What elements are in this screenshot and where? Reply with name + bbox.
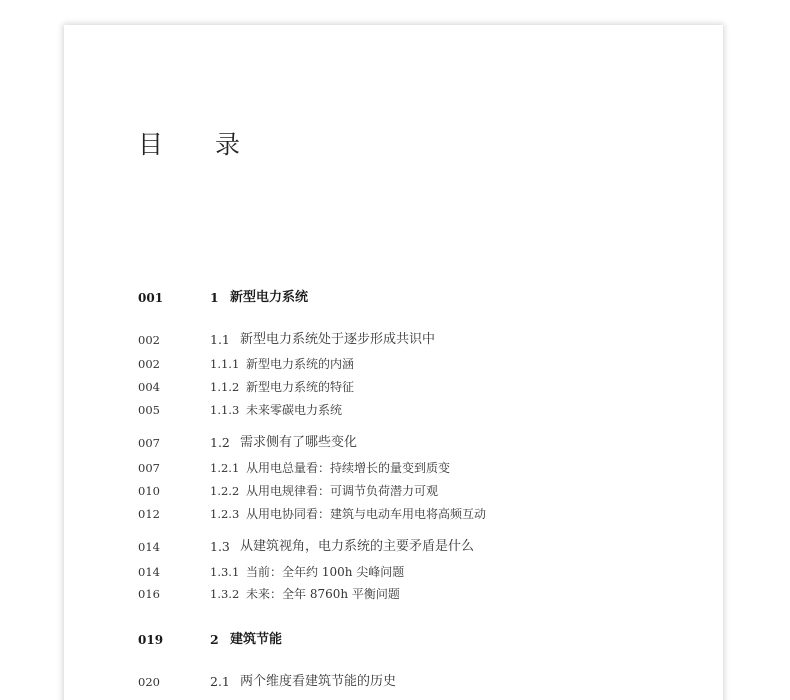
toc-entry-subsection-1-2-2[interactable] [138,481,438,501]
toc-entry-text: 新型电力系统处于逐步形成共识中 [240,332,436,347]
toc-page-number: 019 [138,633,164,647]
toc-entry-text: 当前：全年约 100h 尖峰问题 [246,565,405,579]
toc-page-number: 007 [138,461,160,475]
toc-entry-subsection-1-1-1[interactable] [138,354,354,374]
toc-entry-number: 1.1.3 [210,403,240,417]
toc-entry-subsection-1-3-2[interactable] [138,584,400,604]
toc-entry-text: 未来：全年 8760h 平衡问题 [246,587,400,601]
toc-entry-number: 2.1 [210,674,230,689]
toc-entry-number: 1.3.2 [210,587,240,601]
toc-page-number: 014 [138,540,160,554]
toc-entry-chapter-2[interactable] [138,630,282,650]
toc-entry-section-1-3[interactable] [138,537,474,557]
toc-entry-text: 新型电力系统的内涵 [246,357,355,371]
toc-entry-number: 1.3 [210,539,230,554]
toc-entry-subsection-1-3-1[interactable] [138,562,404,582]
toc-entry-section-1-1[interactable] [138,330,435,350]
toc-entry-number: 1.3.1 [210,565,240,579]
toc-page-number: 007 [138,436,160,450]
toc-entry-number: 1.2.2 [210,484,240,498]
toc-entry-text: 两个维度看建筑节能的历史 [240,674,397,689]
toc-page-number: 012 [138,507,160,521]
toc-page-number: 010 [138,484,160,498]
toc-entry-number: 1.1 [210,332,230,347]
toc-entry-text: 建筑节能 [230,632,283,647]
toc-entry-text: 从用电规律看：可调节负荷潜力可观 [246,484,439,498]
toc-entry-number: 1.1.2 [210,380,240,394]
toc-entry-section-2-1[interactable] [138,672,396,692]
toc-page-number: 005 [138,403,160,417]
toc-entry-text: 需求侧有了哪些变化 [240,435,358,450]
document-page [64,25,723,700]
toc-entry-number: 1.2 [210,435,230,450]
toc-page-number: 014 [138,565,160,579]
toc-page-number: 001 [138,291,164,305]
toc-entry-text: 从用电总量看：持续增长的量变到质变 [246,461,451,475]
toc-entry-subsection-1-1-2[interactable] [138,377,354,397]
toc-page-number: 004 [138,380,160,394]
toc-entry-number: 1 [210,290,219,305]
toc-page-number: 016 [138,587,160,601]
toc-entry-text: 从建筑视角，电力系统的主要矛盾是什么 [240,539,475,554]
toc-page-number: 002 [138,357,160,371]
toc-entry-text: 未来零碳电力系统 [246,403,343,417]
toc-entry-subsection-1-2-1[interactable] [138,458,450,478]
toc-entry-number: 1.2.1 [210,461,240,475]
toc-title: 目 录 [138,130,262,159]
toc-page-number: 020 [138,675,160,689]
toc-entry-text: 从用电协同看：建筑与电动车用电将高频互动 [246,507,487,521]
toc-entry-subsection-1-2-3[interactable] [138,504,486,524]
toc-entry-number: 1.2.3 [210,507,240,521]
toc-entry-number: 1.1.1 [210,357,240,371]
toc-entry-text: 新型电力系统的特征 [246,380,355,394]
toc-entry-number: 2 [210,632,219,647]
toc-entry-chapter-1[interactable] [138,288,308,308]
toc-page-number: 002 [138,333,160,347]
toc-entry-subsection-1-1-3[interactable] [138,400,342,420]
toc-entry-section-1-2[interactable] [138,433,357,453]
toc-entry-text: 新型电力系统 [230,290,309,305]
